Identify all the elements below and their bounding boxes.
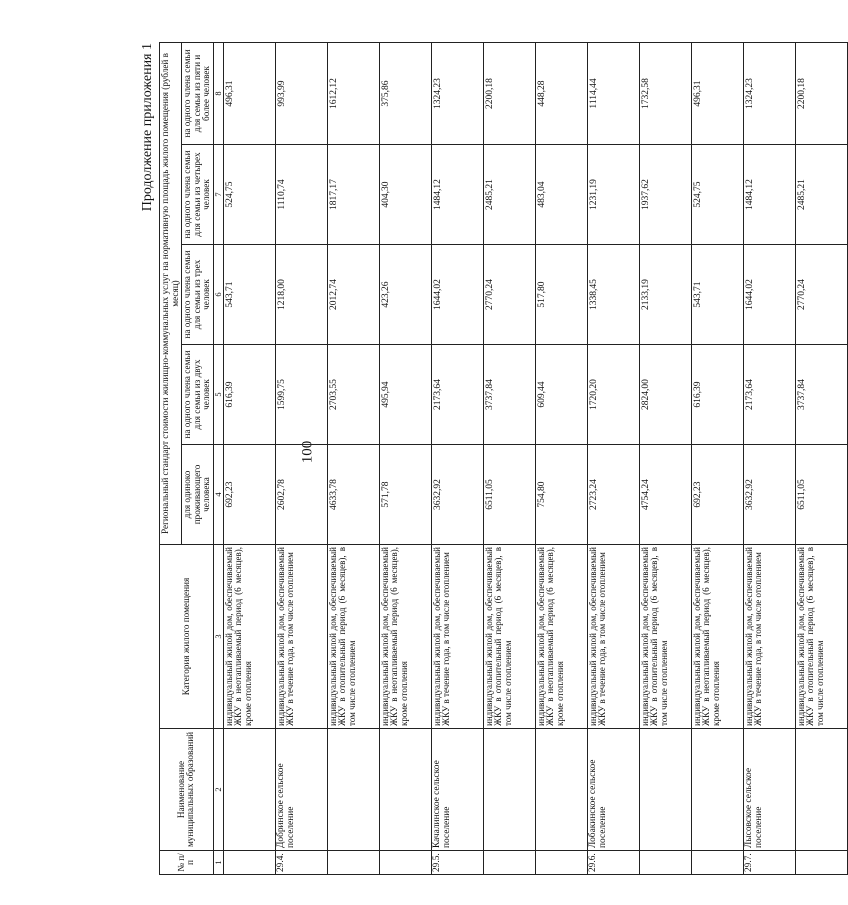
row-index: 29.4. — [275, 851, 327, 875]
column-number: 5 — [213, 345, 223, 445]
cost-value: 524,75 — [691, 145, 743, 245]
housing-category: индивидуальный жилой дом, обеспечиваемый ЖКУ в течение года, в том числе отоплением — [431, 545, 483, 729]
cost-value: 571,78 — [379, 445, 431, 545]
housing-category: индивидуальный жилой дом, обеспечиваемый ЖКУ в отопительный период (6 месяцев), в том числе отоплением — [639, 545, 691, 729]
housing-cost-standard-table — [159, 42, 848, 875]
municipality-name — [223, 729, 275, 851]
cost-value: 1599,75 — [275, 345, 327, 445]
header-family-2: на одного члена семьи для семьи из двух человек — [182, 345, 214, 445]
column-number: 2 — [213, 729, 223, 851]
cost-value: 496,31 — [691, 42, 743, 144]
cost-value: 6511,05 — [795, 445, 847, 545]
municipality-name: Лысовское сельское поселение — [743, 729, 795, 851]
column-number: 4 — [213, 445, 223, 545]
cost-value: 754,80 — [535, 445, 587, 545]
municipality-name — [691, 729, 743, 851]
cost-value: 692,23 — [691, 445, 743, 545]
cost-value: 1720,20 — [587, 345, 639, 445]
column-number: 7 — [213, 145, 223, 245]
municipality-name — [639, 729, 691, 851]
header-category: Категория жилого помещения — [160, 545, 214, 729]
cost-value: 2200,18 — [795, 42, 847, 144]
cost-value: 2703,55 — [327, 345, 379, 445]
cost-value: 423,26 — [379, 245, 431, 345]
cost-value: 692,23 — [223, 445, 275, 545]
header-family-5plus: на одного члена семьи для семьи из пяти и более человек — [182, 42, 214, 144]
cost-value: 2770,24 — [483, 245, 535, 345]
header-row-top — [160, 42, 182, 874]
column-number: 1 — [213, 851, 223, 875]
cost-value: 4633,78 — [327, 445, 379, 545]
cost-value: 1612,12 — [327, 42, 379, 144]
housing-category: индивидуальный жилой дом, обеспечиваемый ЖКУ в течение года, в том числе отоплением — [275, 545, 327, 729]
cost-value: 3737,84 — [795, 345, 847, 445]
municipality-name — [795, 729, 847, 851]
housing-category: индивидуальный жилой дом, обеспечиваемый ЖКУ в неотапливаемый период (6 месяцев), кроме отопления — [379, 545, 431, 729]
municipality-name: Качалинское сельское поселение — [431, 729, 483, 851]
table-row — [223, 42, 275, 874]
table-row — [379, 42, 431, 874]
municipality-name: Лобакинское сельское поселение — [587, 729, 639, 851]
cost-value: 448,28 — [535, 42, 587, 144]
cost-value: 1937,62 — [639, 145, 691, 245]
cost-value: 1110,74 — [275, 145, 327, 245]
cost-value: 1484,12 — [743, 145, 795, 245]
housing-category: индивидуальный жилой дом, обеспечиваемый ЖКУ в течение года, в том числе отоплением — [587, 545, 639, 729]
row-index — [535, 851, 587, 875]
cost-value: 1644,02 — [431, 245, 483, 345]
table-row — [275, 42, 327, 874]
table-row — [743, 42, 795, 874]
cost-value: 1231,19 — [587, 145, 639, 245]
table-row — [431, 42, 483, 874]
cost-value: 1484,12 — [431, 145, 483, 245]
cost-value: 1114,44 — [587, 42, 639, 144]
cost-value: 3632,92 — [431, 445, 483, 545]
row-index: 29.6. — [587, 851, 639, 875]
row-index — [639, 851, 691, 875]
column-number: 3 — [213, 545, 223, 729]
cost-value: 993,99 — [275, 42, 327, 144]
cost-value: 2485,21 — [795, 145, 847, 245]
cost-value: 1817,17 — [327, 145, 379, 245]
municipality-name — [327, 729, 379, 851]
header-standard-title: Региональный стандарт стоимости жилищно-коммунальных услуг на нормативную площадь жилого помещения (рублей в месяц) — [160, 42, 182, 544]
column-numbers-row — [213, 42, 223, 874]
row-index — [379, 851, 431, 875]
housing-category: индивидуальный жилой дом, обеспечиваемый ЖКУ в течение года, в том числе отоплением — [743, 545, 795, 729]
cost-value: 375,86 — [379, 42, 431, 144]
row-index — [691, 851, 743, 875]
cost-value: 1338,45 — [587, 245, 639, 345]
table-row — [639, 42, 691, 874]
header-municipality: Наименование муниципальных образований — [160, 729, 214, 851]
column-number: 6 — [213, 245, 223, 345]
table-row — [587, 42, 639, 874]
table-row — [691, 42, 743, 874]
cost-value: 616,39 — [223, 345, 275, 445]
cost-value: 543,71 — [223, 245, 275, 345]
cost-value: 2012,74 — [327, 245, 379, 345]
rotated-table-sheet — [135, 43, 825, 875]
cost-value: 496,31 — [223, 42, 275, 144]
table-row — [327, 42, 379, 874]
row-index — [327, 851, 379, 875]
housing-category: индивидуальный жилой дом, обеспечиваемый ЖКУ в отопительный период (6 месяцев), в том числе отоплением — [483, 545, 535, 729]
cost-value: 495,94 — [379, 345, 431, 445]
cost-value: 1732,58 — [639, 42, 691, 144]
cost-value: 2173,64 — [743, 345, 795, 445]
row-index — [483, 851, 535, 875]
row-index — [795, 851, 847, 875]
cost-value: 2723,24 — [587, 445, 639, 545]
municipality-name — [483, 729, 535, 851]
header-index: № п/п — [160, 851, 214, 875]
cost-value: 6511,05 — [483, 445, 535, 545]
housing-category: индивидуальный жилой дом, обеспечиваемый ЖКУ в отопительный период (6 месяцев), в том числе отоплением — [795, 545, 847, 729]
cost-value: 1324,23 — [743, 42, 795, 144]
cost-value: 2485,21 — [483, 145, 535, 245]
cost-value: 2133,19 — [639, 245, 691, 345]
header-single: для одиноко проживающего человека — [182, 445, 214, 545]
table-row — [483, 42, 535, 874]
cost-value: 3632,92 — [743, 445, 795, 545]
cost-value: 2173,64 — [431, 345, 483, 445]
housing-category: индивидуальный жилой дом, обеспечиваемый ЖКУ в отопительный период (6 месяцев), в том числе отоплением — [327, 545, 379, 729]
cost-value: 524,75 — [223, 145, 275, 245]
cost-value: 483,04 — [535, 145, 587, 245]
header-family-3: на одного члена семьи для семьи из трех человек — [182, 245, 214, 345]
housing-category: индивидуальный жилой дом, обеспечиваемый ЖКУ в неотапливаемый период (6 месяцев), кроме отопления — [223, 545, 275, 729]
cost-value: 2824,00 — [639, 345, 691, 445]
cost-value: 2602,78 — [275, 445, 327, 545]
housing-category: индивидуальный жилой дом, обеспечиваемый ЖКУ в неотапливаемый период (6 месяцев), кроме отопления — [691, 545, 743, 729]
table-body — [223, 42, 847, 874]
table-row — [535, 42, 587, 874]
municipality-name — [535, 729, 587, 851]
header-family-4: на одного члена семьи для семьи из четырех человек — [182, 145, 214, 245]
cost-value: 1644,02 — [743, 245, 795, 345]
row-index — [223, 851, 275, 875]
cost-value: 2200,18 — [483, 42, 535, 144]
cost-value: 1218,00 — [275, 245, 327, 345]
housing-category: индивидуальный жилой дом, обеспечиваемый ЖКУ в неотапливаемый период (6 месяцев), кроме отопления — [535, 545, 587, 729]
cost-value: 3737,84 — [483, 345, 535, 445]
cost-value: 616,39 — [691, 345, 743, 445]
row-index: 29.5. — [431, 851, 483, 875]
cost-value: 543,71 — [691, 245, 743, 345]
row-index: 29.7. — [743, 851, 795, 875]
cost-value: 404,30 — [379, 145, 431, 245]
municipality-name: Добринское сельское поселение — [275, 729, 327, 851]
cost-value: 609,44 — [535, 345, 587, 445]
table-row — [795, 42, 847, 874]
cost-value: 1324,23 — [431, 42, 483, 144]
page-number-text: 100 — [299, 440, 316, 464]
cost-value: 4754,24 — [639, 445, 691, 545]
municipality-name — [379, 729, 431, 851]
cost-value: 517,80 — [535, 245, 587, 345]
cost-value: 2770,24 — [795, 245, 847, 345]
column-number: 8 — [213, 42, 223, 144]
appendix-caption: Продолжение приложения 1 — [140, 43, 155, 212]
